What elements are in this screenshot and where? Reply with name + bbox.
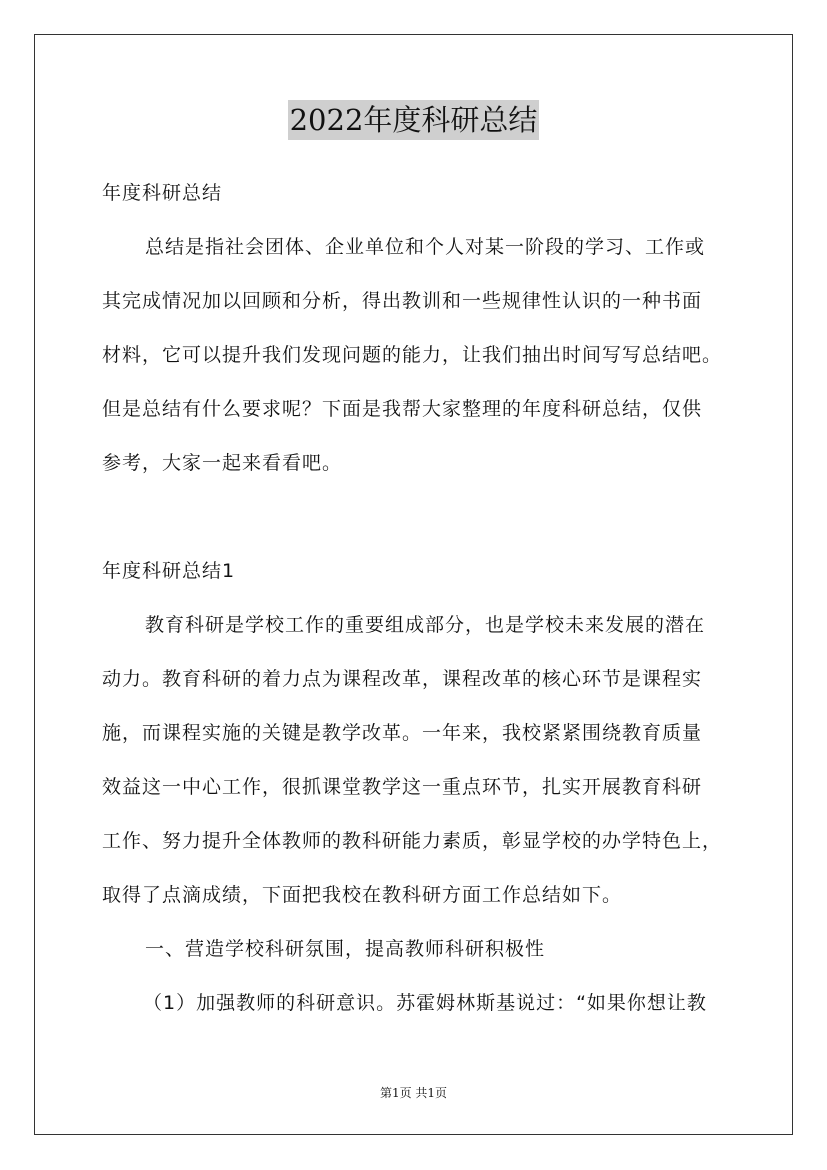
intro-line: 参考，大家一起来看看吧。 — [102, 452, 343, 474]
document-title: 2022年度科研总结 — [288, 100, 540, 140]
point-heading: 一、营造学校科研氛围，提高教师科研积极性 — [145, 938, 546, 960]
body-line: 施，而课程实施的关键是教学改革。一年来，我校紧紧围绕教育质量 — [102, 722, 703, 744]
page-footer: 第1页 共1页 — [379, 1086, 448, 1100]
intro-line: 其完成情况加以回顾和分析，得出教训和一些规律性认识的一种书面 — [102, 290, 703, 312]
intro-line: 但是总结有什么要求呢？下面是我帮大家整理的年度科研总结，仅供 — [102, 398, 703, 420]
point-item: （1）加强教师的科研意识。苏霍姆林斯基说过：“如果你想让教 — [143, 992, 707, 1014]
title-container — [0, 100, 827, 140]
section-heading: 年度科研总结1 — [102, 560, 236, 582]
body-line: 教育科研是学校工作的重要组成部分，也是学校未来发展的潜在 — [145, 614, 706, 636]
intro-line: 总结是指社会团体、企业单位和个人对某一阶段的学习、工作或 — [145, 236, 706, 258]
body-line: 取得了点滴成绩，下面把我校在教科研方面工作总结如下。 — [102, 884, 623, 906]
intro-line: 材料，它可以提升我们发现问题的能力，让我们抽出时间写写总结吧。 — [102, 344, 723, 366]
body-line: 动力。教育科研的着力点为课程改革，课程改革的核心环节是课程实 — [102, 668, 703, 690]
body-line: 效益这一中心工作，很抓课堂教学这一重点环节，扎实开展教育科研 — [102, 776, 703, 798]
subtitle: 年度科研总结 — [102, 182, 223, 204]
body-line: 工作、努力提升全体教师的教科研能力素质，彰显学校的办学特色上， — [102, 830, 723, 852]
